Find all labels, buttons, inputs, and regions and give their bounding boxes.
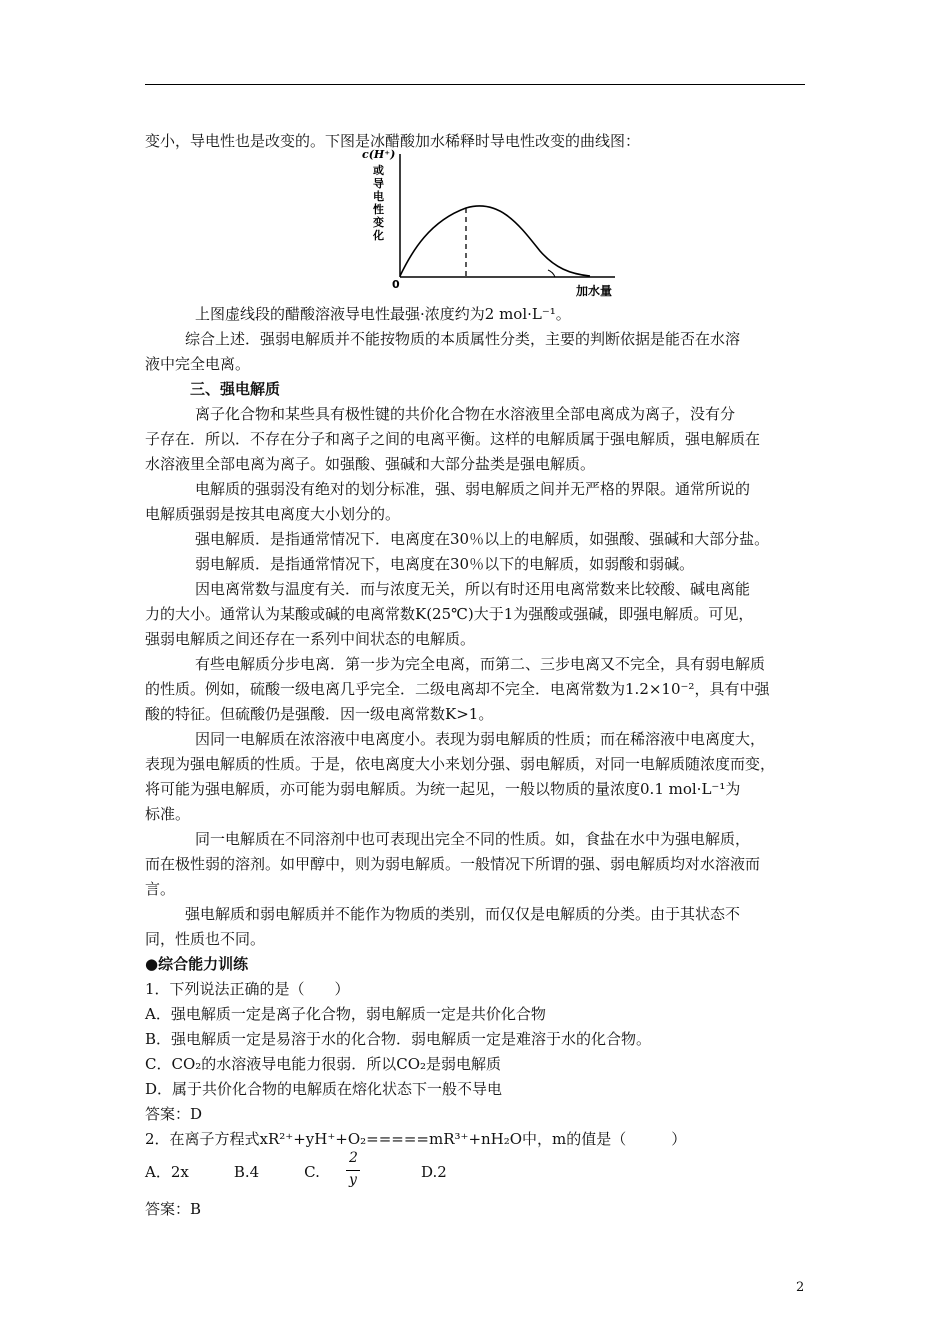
y-axis-label-char: 电	[373, 190, 384, 203]
answer-1: 答案：D	[145, 1105, 203, 1123]
text-line: 因同一电解质在浓溶液中电离度小。表现为弱电解质的性质；而在稀溶液中电离度大，	[195, 730, 766, 748]
text-line: 强弱电解质之间还存在一系列中间状态的电解质。	[145, 630, 476, 648]
answer-2: 答案：B	[145, 1200, 202, 1218]
question-2-option-d: D.2	[421, 1163, 447, 1181]
text-line: 有些电解质分步电离．第一步为完全电离，而第二、三步电离又不完全，具有弱电解质	[195, 655, 766, 673]
text-line: 的性质。例如，硫酸一级电离几乎完全．二级电离却不完全．电离常数为1.2×10⁻²，具有中强	[145, 680, 770, 698]
y-axis-label-top: c(H⁺)	[362, 148, 396, 161]
header-rule	[145, 84, 805, 85]
text-line: 同，性质也不同。	[145, 930, 266, 948]
conductivity-curve-figure	[360, 146, 622, 298]
text-line: 表现为强电解质的性质。于是，依电离度大小来划分强、弱电解质，对同一电解质随浓度而变，	[145, 755, 776, 773]
text-line: 电解质强弱是按其电离度大小划分的。	[145, 505, 401, 523]
text-line: 强电解质．是指通常情况下．电离度在30％以上的电解质，如强酸、强碱和大部分盐。	[195, 530, 770, 548]
y-axis-label-char: 化	[373, 229, 384, 242]
text-line: 液中完全电离。	[145, 355, 251, 373]
y-axis-label-char: 性	[373, 203, 384, 216]
text-line: 言。	[145, 880, 176, 898]
section-heading: ●综合能力训练	[145, 955, 249, 973]
text-line: 酸的特征。但硫酸仍是强酸．因一级电离常数K>1。	[145, 705, 494, 723]
text-line: 将可能为强电解质，亦可能为弱电解质。为统一起见，一般以物质的量浓度0.1 mol·L⁻¹为	[145, 780, 741, 798]
question-2: 2．在离子方程式xR²⁺+yH⁺+O₂=====mR³⁺+nH₂O中，m的值是（ ）	[145, 1130, 687, 1148]
text-line: 同一电解质在不同溶剂中也可表现出完全不同的性质。如，食盐在水中为强电解质，	[195, 830, 751, 848]
fraction-numerator: 2	[349, 1150, 358, 1166]
text-line: 变小，导电性也是改变的。下图是冰醋酸加水稀释时导电性改变的曲线图：	[145, 132, 641, 150]
fraction-bar	[346, 1170, 360, 1171]
text-line: 弱电解质．是指通常情况下，电离度在30％以下的电解质，如弱酸和弱碱。	[195, 555, 695, 573]
origin-label: 0	[392, 278, 400, 291]
section-heading: 三、强电解质	[190, 380, 281, 398]
text-line: 上图虚线段的醋酸溶液导电性最强·浓度约为2 mol·L⁻¹。	[195, 305, 571, 323]
text-line: 综合上述．强弱电解质并不能按物质的本质属性分类，主要的判断依据是能否在水溶	[185, 330, 741, 348]
option-c: C．CO₂的水溶液导电能力很弱．所以CO₂是弱电解质	[145, 1055, 502, 1073]
option-b: B．强电解质一定是易溶于水的化合物．弱电解质一定是难溶于水的化合物。	[145, 1030, 652, 1048]
conductivity-curve	[400, 206, 590, 276]
text-line: 水溶液里全部电离为离子。如强酸、强碱和大部分盐类是强电解质。	[145, 455, 596, 473]
tangent-arc	[548, 270, 555, 277]
y-axis-label-char: 导	[373, 177, 384, 190]
y-axis-label-char: 或	[373, 164, 384, 177]
question-2-options: A．2x B.4 C.	[145, 1163, 320, 1181]
text-line: 子存在．所以．不存在分子和离子之间的电离平衡。这样的电解质属于强电解质，强电解质在	[145, 430, 761, 448]
text-line: 标准。	[145, 805, 191, 823]
option-a: A．强电解质一定是离子化合物，弱电解质一定是共价化合物	[145, 1005, 546, 1023]
text-line: 强电解质和弱电解质并不能作为物质的类别，而仅仅是电解质的分类。由于其状态不	[185, 905, 741, 923]
x-axis-label: 加水量	[576, 284, 613, 298]
text-line: 力的大小。通常认为某酸或碱的电离常数K(25℃)大于1为强酸或强碱，即强电解质。可见，	[145, 605, 754, 623]
text-line: 因电离常数与温度有关．而与浓度无关，所以有时还用电离常数来比较酸、碱电离能	[195, 580, 751, 598]
text-line: 离子化合物和某些具有极性键的共价化合物在水溶液里全部电离成为离子，没有分	[195, 405, 736, 423]
text-line: 电解质的强弱没有绝对的划分标准，强、弱电解质之间并无严格的界限。通常所说的	[195, 480, 751, 498]
y-axis-label-char: 变	[373, 216, 384, 229]
option-d: D．属于共价化合物的电解质在熔化状态下一般不导电	[145, 1080, 503, 1098]
question-1: 1．下列说法正确的是（ ）	[145, 980, 350, 998]
fraction-denominator: y	[349, 1172, 357, 1188]
text-line: 而在极性弱的溶剂。如甲醇中，则为弱电解质。一般情况下所谓的强、弱电解质均对水溶液而	[145, 855, 761, 873]
page-number: 2	[796, 1280, 805, 1295]
